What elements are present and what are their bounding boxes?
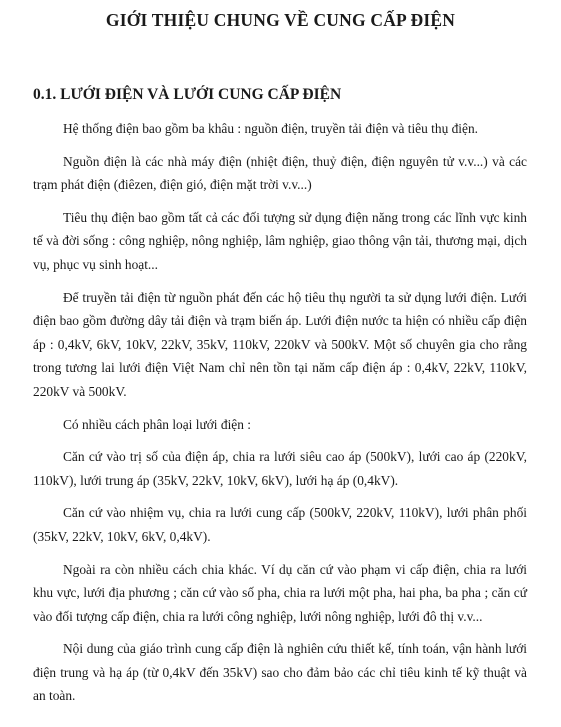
paragraph-classification-voltage: Căn cứ vào trị số của điện áp, chia ra lưới siêu cao áp (500kV), lưới cao áp (220kV, 110kV), lưới trung áp (35kV, 22kV, 10kV, 6kV), lưới hạ áp (0,4kV). bbox=[33, 449, 527, 488]
paragraph-course-content: Nội dung của giáo trình cung cấp điện là nghiên cứu thiết kế, tính toán, vận hành lưới điện trung và hạ áp (từ 0,4kV đến 35kV) sao cho đảm bảo các chỉ tiêu kinh tế kỹ thuật và an toàn. bbox=[33, 641, 527, 704]
paragraph-classification-function: Căn cứ vào nhiệm vụ, chia ra lưới cung cấp (500kV, 220kV, 110kV), lưới phân phối (35kV, 22kV, 10kV, 6kV, 0,4kV). bbox=[33, 505, 527, 544]
paragraph-classification-other: Ngoài ra còn nhiều cách chia khác. Ví dụ căn cứ vào phạm vi cấp điện, chia ra lưới khu vực, lưới địa phương ; căn cứ vào số pha, chia ra lưới một pha, hai pha, ba pha ; căn cứ vào đối tượng cấp điện, chia ra lưới công nghiệp, lưới nông nghiệp, lưới đô thị v.v... bbox=[33, 561, 527, 624]
body-text bbox=[33, 117, 527, 717]
paragraph-consumption: Tiêu thụ điện bao gồm tất cả các đối tượng sử dụng điện năng trong các lĩnh vực kinh tế và đời sống : công nghiệp, nông nghiệp, lâm nghiệp, giao thông vận tải, thương mại, dịch vụ, phục vụ sinh hoạt... bbox=[33, 209, 527, 272]
paragraph-classification-intro: Có nhiều cách phân loại lưới điện : bbox=[63, 416, 251, 432]
paragraph-power-system: Hệ thống điện bao gồm ba khâu : nguồn điện, truyền tải điện và tiêu thụ điện. bbox=[63, 121, 479, 136]
chapter-title: GIỚI THIỆU CHUNG VỀ CUNG CẤP ĐIỆN bbox=[105, 10, 456, 30]
section-title: 0.1. LƯỚI ĐIỆN VÀ LƯỚI CUNG CẤP ĐIỆN bbox=[33, 86, 342, 103]
paragraph-power-sources: Nguồn điện là các nhà máy điện (nhiệt điện, thuỷ điện, điện nguyên tử v.v...) và các trạm phát điện (điêzen, điện gió, điện mặt trời v.v...) bbox=[33, 153, 527, 193]
paragraph-transmission-grid: Để truyền tải điện từ nguồn phát đến các hộ tiêu thụ người ta sử dụng lưới điện. Lưới điện bao gồm đường dây tải điện và trạm biến áp. Lưới điện nước ta hiện có nhiều cấp điện áp : 0,4kV, 6kV, 10kV, 22kV, 35kV, 110kV, 220kV và 500kV. Một số chuyên gia cho rằng trong tương lai lưới điện Việt Nam chỉ nên tồn tại năm cấp điện áp : 0,4kV, 22kV, 110kV, 220kV và 500kV. bbox=[33, 289, 527, 399]
